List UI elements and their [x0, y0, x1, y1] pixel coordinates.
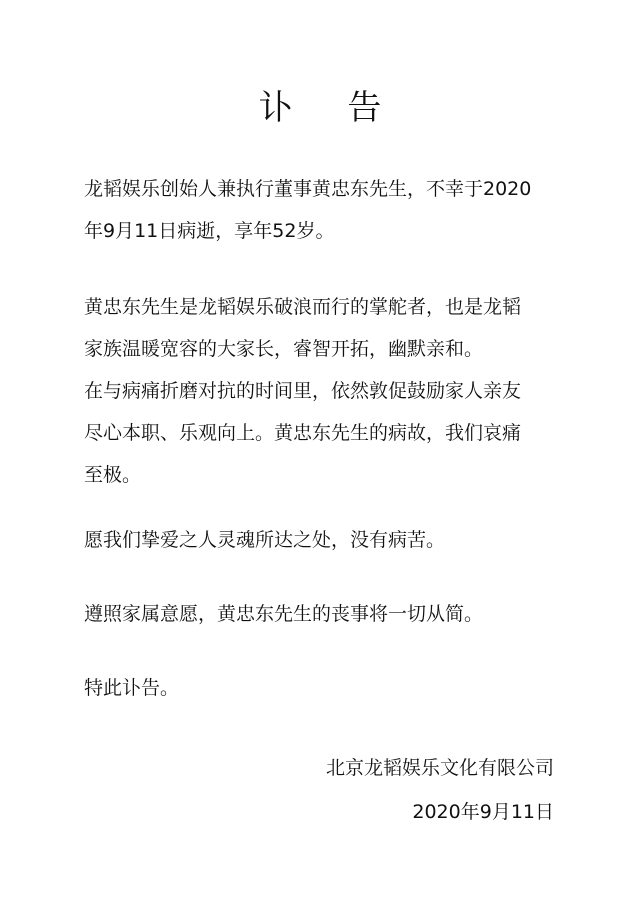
paragraph-tribute — [84, 286, 574, 496]
text-line: 尽心本职、乐观向上。黄忠东先生的病故，我们哀痛 — [84, 422, 522, 444]
text-line: 在与病痛折磨对抗的时间里，依然敦促鼓励家人亲友 — [84, 380, 522, 402]
paragraph-wish — [84, 519, 574, 561]
signature-date: 2020年9月11日 — [412, 801, 554, 823]
paragraph-death-announcement — [84, 168, 574, 252]
notice-title: 讣 告 — [258, 88, 404, 128]
text-line: 遵照家属意愿，黄忠东先生的丧事将一切从简。 — [84, 603, 484, 625]
paragraph-funeral — [84, 593, 574, 635]
text-line: 家族温暖宽容的大家长，睿智开拓，幽默亲和。 — [84, 338, 484, 360]
text-line: 年9月11日病逝，享年52岁。 — [84, 220, 335, 242]
text-line: 黄忠东先生是龙韬娱乐破浪而行的掌舵者，也是龙韬 — [84, 296, 522, 318]
text-line: 至极。 — [84, 464, 142, 486]
text-line: 龙韬娱乐创始人兼执行董事黄忠东先生，不幸于2020 — [84, 178, 532, 200]
paragraph-closing — [84, 667, 574, 709]
text-line: 愿我们挚爱之人灵魂所达之处，没有病苦。 — [84, 529, 446, 551]
text-line: 特此讣告。 — [84, 677, 180, 699]
signature-company: 北京龙韬娱乐文化有限公司 — [325, 757, 554, 779]
